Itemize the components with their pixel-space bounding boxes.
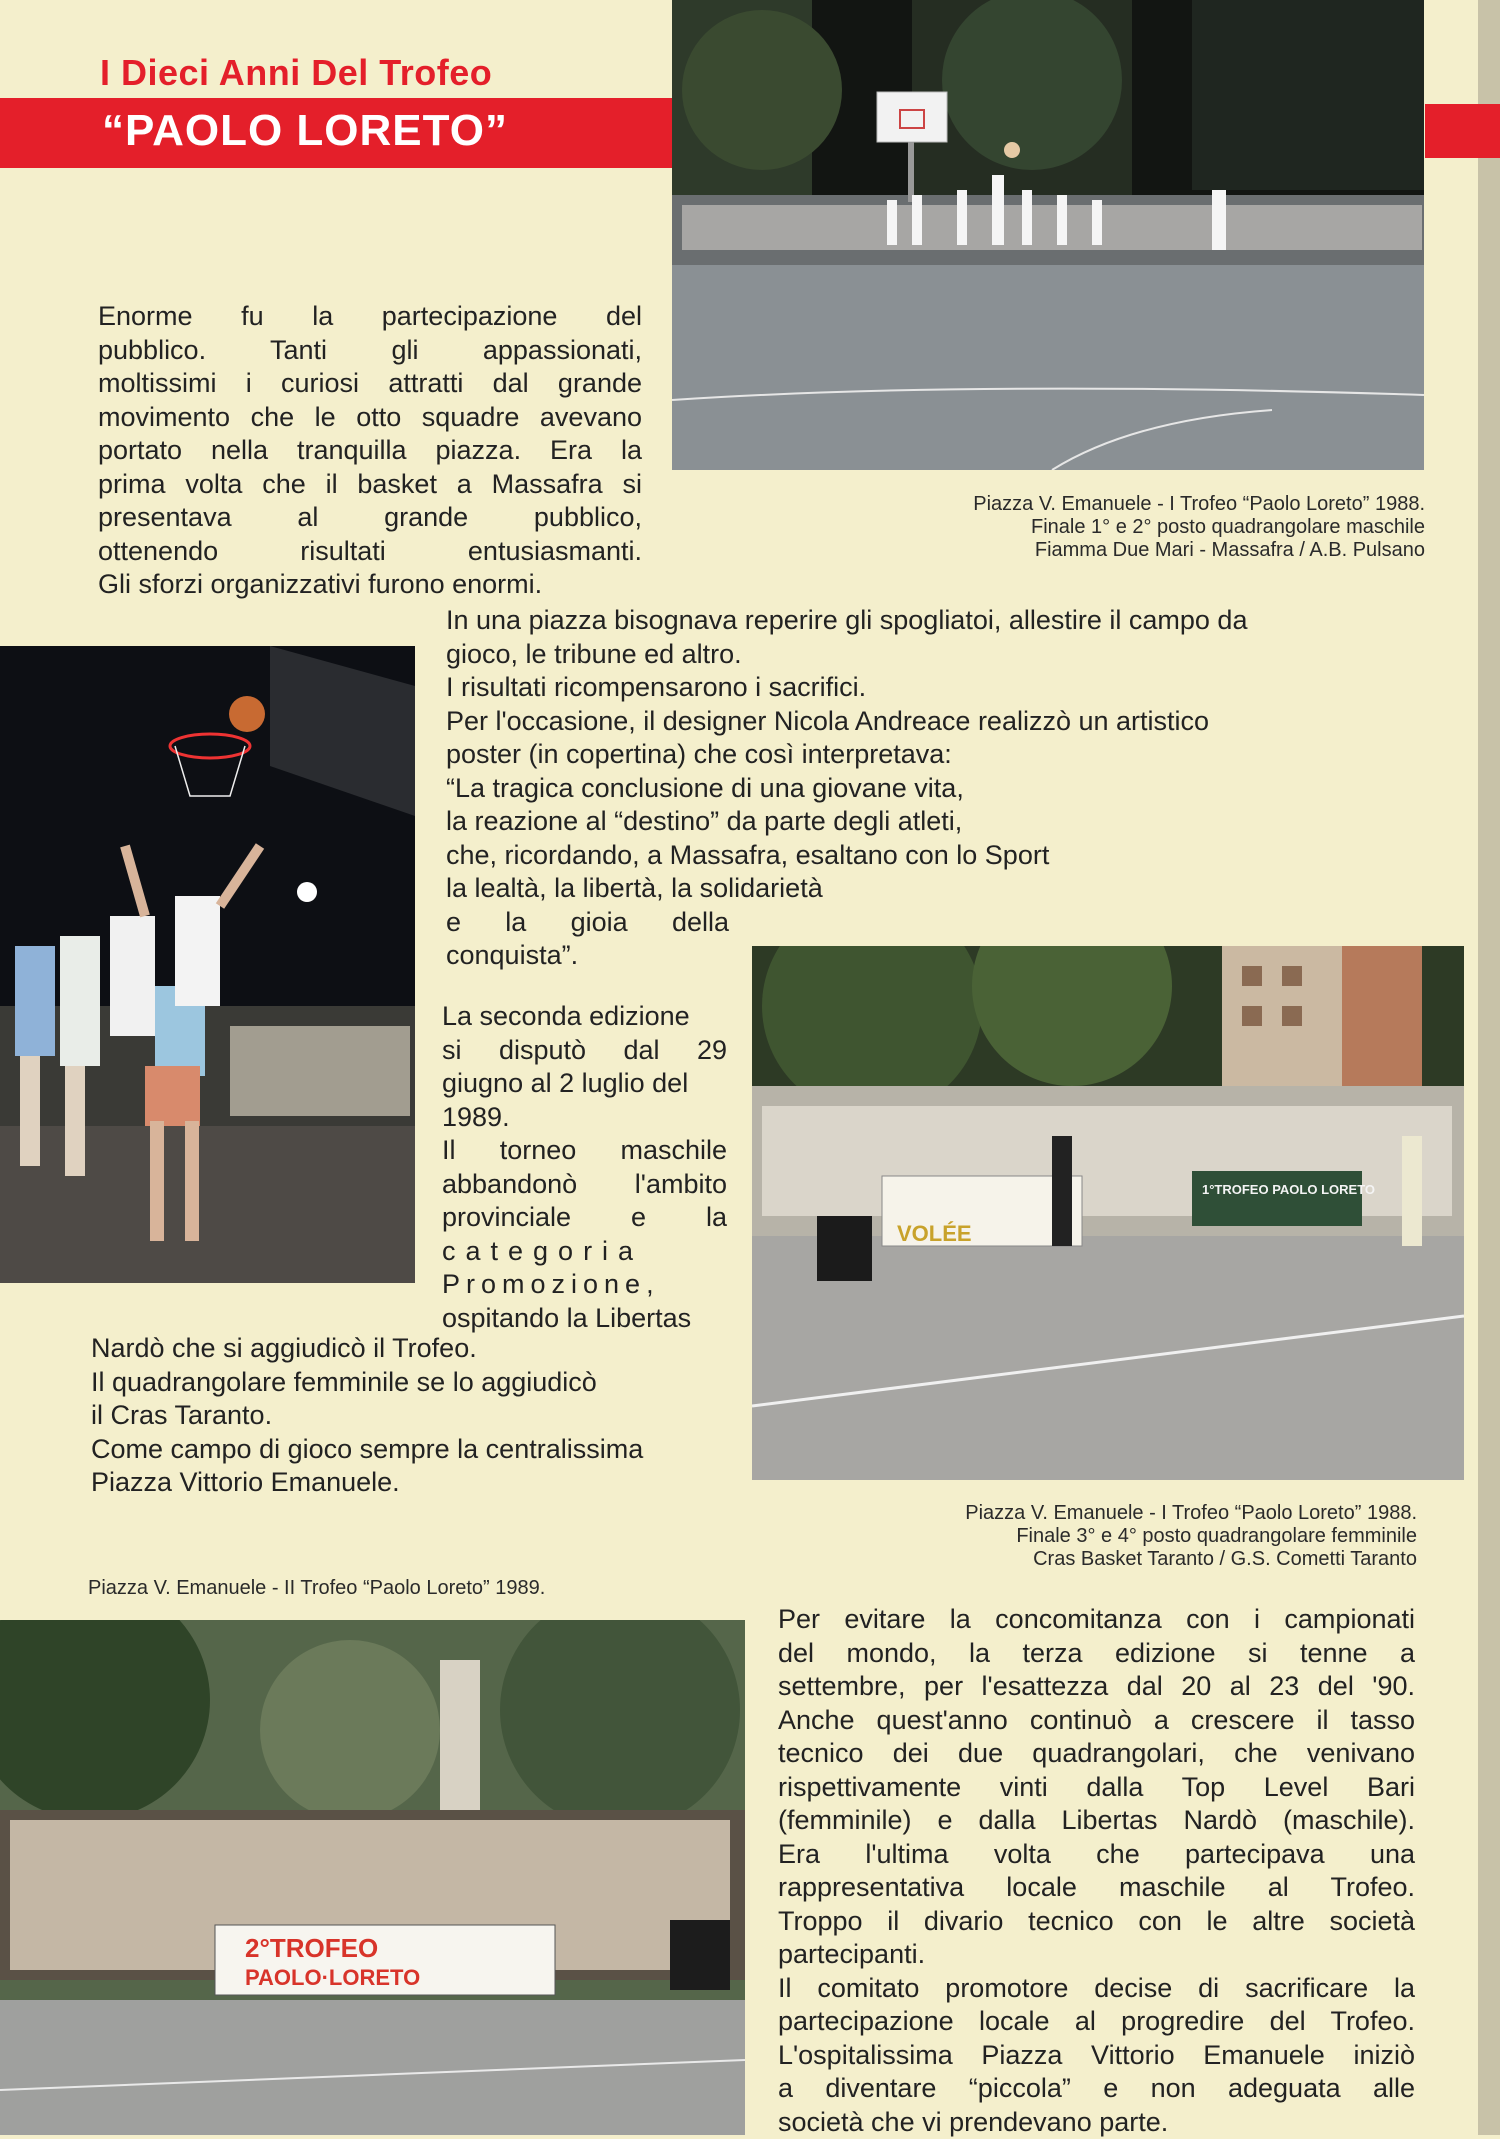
- title-small: I Dieci Anni Del Trofeo: [100, 52, 493, 93]
- page-edge: [1478, 0, 1500, 2135]
- paragraph-5: Per evitare la concomitanza con i campionati del mondo, la terza edizione si tenne a settembre, per l'esattezza dal 20 al 23 del '90. Anche quest'anno continuò a crescere il tasso tecnico dei due quadrangolari, che venivano rispettivamente vinti dalla Top Level Bari (femminile) e dalla Libertas Nardò (maschile). Era l'ultima volta che partecipava una rappresentativa locale maschile al Trofeo. Troppo il divario tecnico con le altre società partecipanti. Il comitato promotore decise di sacrificare la partecipazione locale al progredire del Trofeo. L'ospitalissima Piazza Vittorio Emanuele iniziò a diventare “piccola” e non adeguata alle società che vi prendevano parte.: [778, 1604, 1415, 2137]
- banner-trofeo-bottom-line2: PAOLO·LORETO: [245, 1965, 421, 1990]
- paragraph-3: La seconda edizione si disputò dal 29 giugno al 2 luglio del 1989. Il torneo maschile abbandonò l'ambito provinciale e la categoria Promozione, ospitando la Libertas: [442, 1001, 727, 1333]
- photo-middle: [752, 946, 1464, 1480]
- paragraph-4: Nardò che si aggiudicò il Trofeo. Il quadrangolare femminile se lo aggiudicò il Cras Taranto. Come campo di gioco sempre la centralissima Piazza Vittorio Emanuele.: [91, 1333, 644, 1497]
- caption-top: Piazza V. Emanuele - I Trofeo “Paolo Loreto” 1988. Finale 1° e 2° posto quadrangolare maschile Fiamma Due Mari - Massafra / A.B. Pulsano: [973, 493, 1425, 561]
- paragraph-2: In una piazza bisognava reperire gli spogliatoi, allestire il campo da gioco, le tribune ed altro. I risultati ricompensarono i sacrifici. Per l'occasione, il designer Nicola Andreace realizzò un artistico poster (in copertina) che così interpretava: “La tragica conclusione di una giovane vita, la reazione al “destino” da parte degli atleti, che, ricordando, a Massafra, esaltano con lo Sport la lealtà, la libertà, la solidarietà e la gioia della conquista”.: [446, 605, 1248, 970]
- caption-middle: Piazza V. Emanuele - I Trofeo “Paolo Loreto” 1988. Finale 3° e 4° posto quadrangolare femminile Cras Basket Taranto / G.S. Cometti Taranto: [965, 1502, 1417, 1570]
- photo-left: [0, 646, 415, 1283]
- photo-bottom: [0, 1620, 745, 2135]
- title-large: “PAOLO LORETO”: [102, 106, 508, 155]
- banner-trofeo-small: 1°TROFEO PAOLO LORETO: [1202, 1182, 1376, 1197]
- paragraph-1: Enorme fu la partecipazione del pubblico. Tanti gli appassionati, moltissimi i curiosi attratti dal grande movimento che le otto squadre avevano portato nella tranquilla piazza. Era la prima volta che il basket a Massafra si presentava al grande pubblico, ottenendo risultati entusiasmanti. Gli sforzi organizzativi furono enormi.: [98, 301, 642, 599]
- photo-top: [672, 0, 1424, 470]
- caption-bottom: Piazza V. Emanuele - II Trofeo “Paolo Loreto” 1989.: [88, 1577, 546, 1599]
- banner-volee: VOLÉE: [897, 1221, 972, 1246]
- title-band-right: [1425, 104, 1500, 158]
- banner-trofeo-bottom-line1: 2°TROFEO: [245, 1933, 379, 1963]
